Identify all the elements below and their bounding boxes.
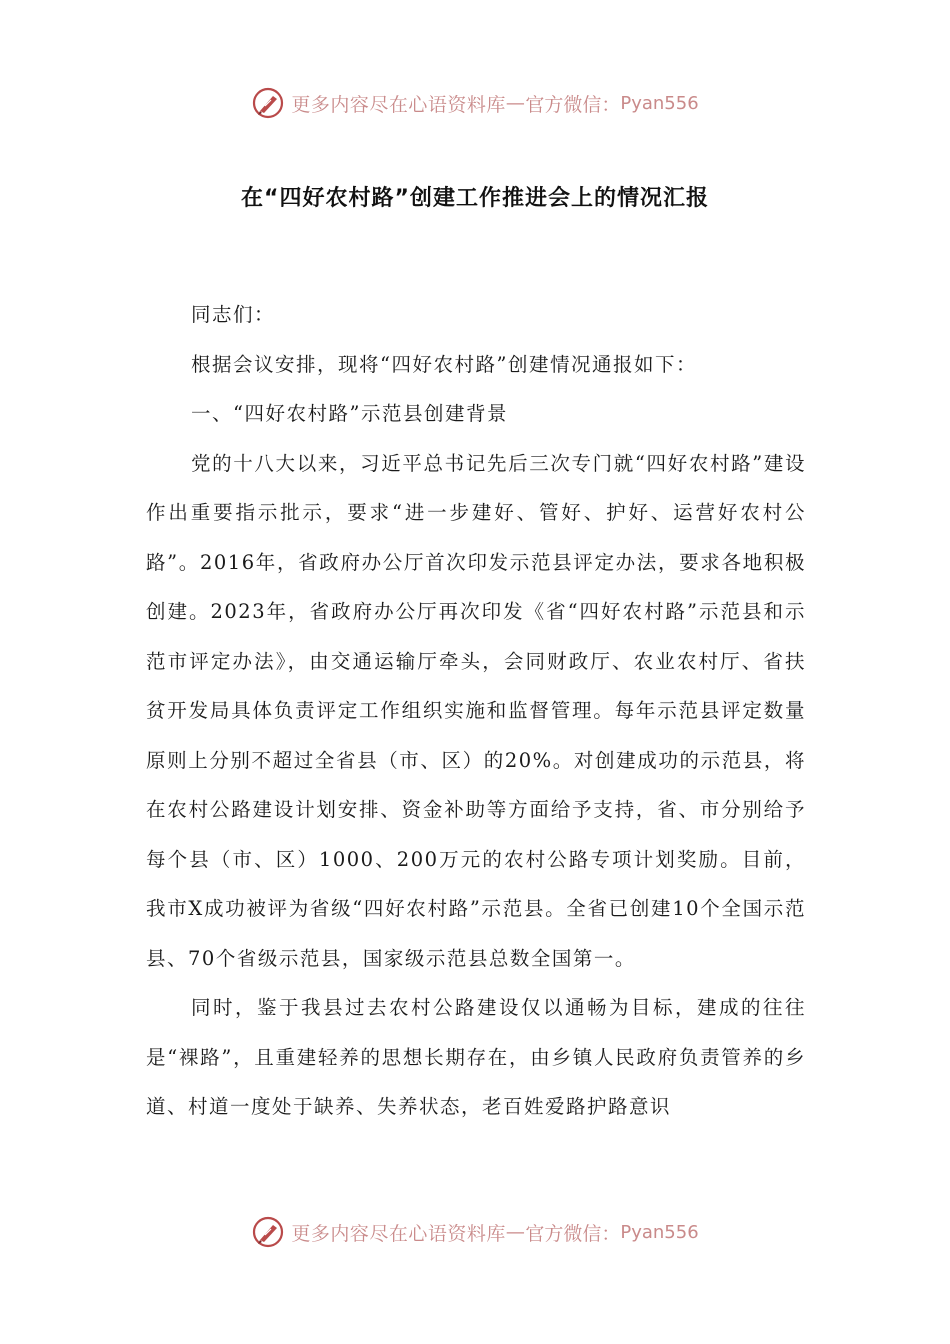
watermark-wechat-id: Pyan556 — [620, 92, 699, 114]
pen-nib-logo-icon — [251, 86, 285, 120]
watermark-dash: — — [505, 92, 526, 114]
watermark-wechat-label: 官方微信： — [525, 93, 621, 116]
body-paragraph: 党的十八大以来，习近平总书记先后三次专门就“四好农村路”建设作出重要指示批示，要求“进一步建好、管好、护好、运营好农村公路”。2016年，省政府办公厅首次印发示范县评定办法，要求各地积极创建。2023年，省政府办公厅再次印发《省“四好农村路”示范县和示范市评定办法》，由交通运输厅牵头，会同财政厅、农业农村厅、省扶贫开发局具体负责评定工作组织实施和监督管理。每年示范县评定数量原则上分别不超过全省县（市、区）的20%。对创建成功的示范县，将在农村公路建设计划安排、资金补助等方面给予支持，省、市分别给予每个县（市、区）1000、200万元的农村公路专项计划奖励。目前，我市X成功被评为省级“四好农村路”示范县。全省已创建10个全国示范县、70个省级示范县，国家级示范县总数全国第一。 — [146, 451, 806, 970]
watermark-dash: — — [505, 1221, 526, 1243]
footer-watermark-banner — [0, 1212, 950, 1252]
watermark-text: 更多内容尽在心语资料库 — [291, 1222, 506, 1245]
watermark-wechat-label: 官方微信： — [525, 1222, 621, 1245]
document-body — [146, 290, 806, 1132]
salutation: 同志们： — [191, 303, 276, 326]
header-watermark-banner — [0, 83, 950, 123]
body-paragraph: 同时，鉴于我县过去农村公路建设仅以通畅为目标，建成的往往是“裸路”，且重建轻养的思想长期存在，由乡镇人民政府负责管养的乡道、村道一度处于缺养、失养状态，老百姓爱路护路意识 — [146, 996, 806, 1118]
section-heading: 一、“四好农村路”示范县创建背景 — [191, 402, 508, 425]
document-title: 在“四好农村路”创建工作推进会上的情况汇报 — [241, 186, 709, 211]
pen-nib-logo-icon — [251, 1215, 285, 1249]
watermark-text: 更多内容尽在心语资料库 — [291, 93, 506, 116]
watermark-wechat-id: Pyan556 — [620, 1221, 699, 1243]
intro-paragraph: 根据会议安排，现将“四好农村路”创建情况通报如下： — [191, 352, 697, 376]
